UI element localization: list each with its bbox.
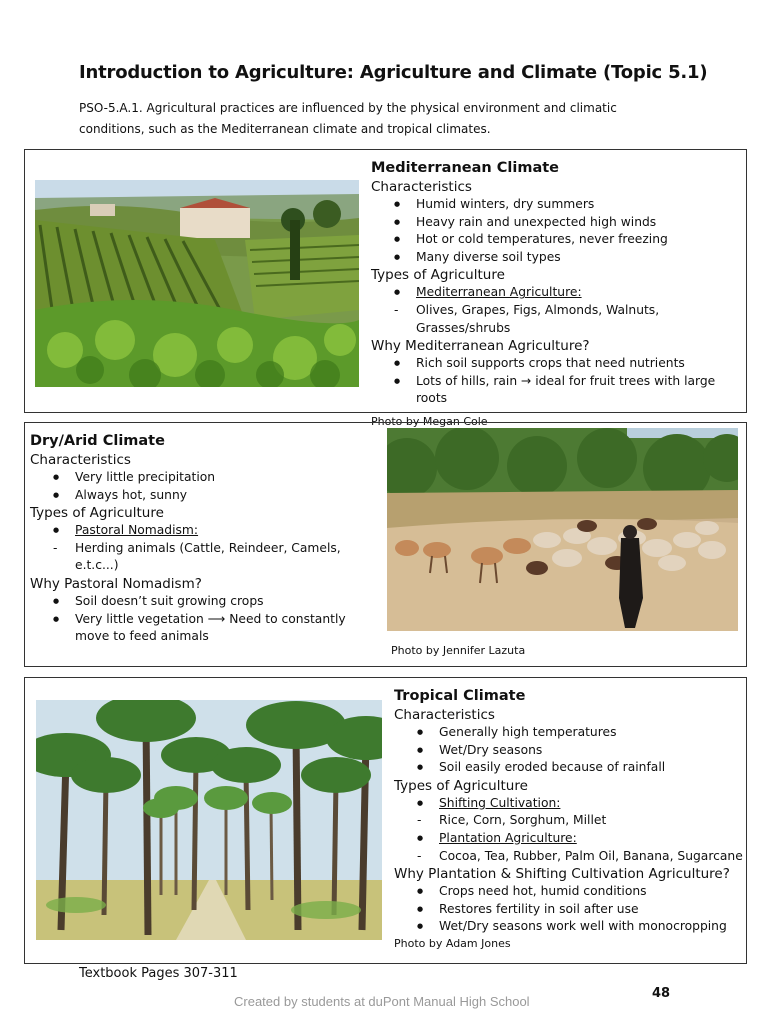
tropical-why-label: Why Plantation & Shifting Cultivation Agriculture? <box>394 866 730 883</box>
arid-heading: Dry/Arid Climate <box>30 433 165 449</box>
photo-credit: Photo by Jennifer Lazuta <box>391 644 526 657</box>
arid-characteristics-label: Characteristics <box>30 452 131 468</box>
list-item: ● Humid winters, dry summers <box>416 196 743 214</box>
mediterranean-types-label: Types of Agriculture <box>371 267 505 284</box>
list-item: ● Wet/Dry seasons <box>439 742 744 760</box>
tropical-characteristics-label: Characteristics <box>394 707 495 723</box>
mediterranean-heading: Mediterranean Climate <box>371 160 560 176</box>
list-item: ● Plantation Agriculture: <box>439 830 744 848</box>
list-item: ● Restores fertility in soil after use <box>439 901 744 919</box>
list-item: - Rice, Corn, Sorghum, Millet <box>439 812 744 830</box>
list-item: - Olives, Grapes, Figs, Almonds, Walnuts, Grasses/shrubs <box>416 302 743 337</box>
list-item: ● Hot or cold temperatures, never freezing <box>416 231 743 249</box>
list-item: ● Always hot, sunny <box>75 487 380 505</box>
arid-text <box>30 431 380 646</box>
vineyard-photo <box>35 180 359 387</box>
tropical-types-label: Types of Agriculture <box>394 777 528 794</box>
list-item: ● Lots of hills, rain → ideal for fruit trees with large roots <box>416 373 743 408</box>
list-item: ● Wet/Dry seasons work well with monocropping <box>439 918 744 936</box>
intro-paragraph: PSO-5.A.1. Agricultural practices are influenced by the physical environment and climatic conditions, such as the Mediterranean climate and tropical climates. <box>79 101 617 136</box>
tropical-text <box>394 686 744 952</box>
mediterranean-why-label: Why Mediterranean Agriculture? <box>371 338 590 355</box>
list-item: ● Rich soil supports crops that need nutrients <box>416 355 743 373</box>
arid-why-label: Why Pastoral Nomadism? <box>30 575 202 592</box>
photo-credit: Photo by Megan Cole <box>371 414 488 428</box>
palm-plantation-photo <box>36 700 382 940</box>
photo-credit: Photo by Adam Jones <box>394 936 511 950</box>
arid-section <box>24 422 747 667</box>
footer-credit: Created by students at duPont Manual High School <box>234 994 530 1009</box>
list-item: ● Generally high temperatures <box>439 724 744 742</box>
page-title: Introduction to Agriculture: Agriculture and Climate (Topic 5.1) <box>79 62 708 83</box>
list-item: ● Crops need hot, humid conditions <box>439 883 744 901</box>
list-item: ● Pastoral Nomadism: <box>75 522 380 540</box>
list-item: ● Many diverse soil types <box>416 249 743 267</box>
mediterranean-characteristics-label: Characteristics <box>371 179 472 195</box>
textbook-pages: Textbook Pages 307-311 <box>79 966 238 981</box>
tropical-section <box>24 677 747 964</box>
list-item: ● Very little precipitation <box>75 469 380 487</box>
list-item: ● Very little vegetation ⟶ Need to constantly move to feed animals <box>75 611 380 646</box>
arid-types-label: Types of Agriculture <box>30 505 164 522</box>
list-item: ● Shifting Cultivation: <box>439 795 744 813</box>
mediterranean-section <box>24 149 747 428</box>
list-item: ● Mediterranean Agriculture: <box>416 284 743 302</box>
mediterranean-text <box>371 158 743 430</box>
herding-photo <box>387 428 738 631</box>
list-item: - Herding animals (Cattle, Reindeer, Camels, e.t.c...) <box>75 540 380 575</box>
page-number: 48 <box>652 986 671 1001</box>
list-item: - Cocoa, Tea, Rubber, Palm Oil, Banana, Sugarcane <box>439 848 744 866</box>
list-item: ● Soil doesn’t suit growing crops <box>75 593 380 611</box>
list-item: ● Soil easily eroded because of rainfall <box>439 759 744 777</box>
tropical-heading: Tropical Climate <box>394 688 526 704</box>
list-item: ● Heavy rain and unexpected high winds <box>416 214 743 232</box>
